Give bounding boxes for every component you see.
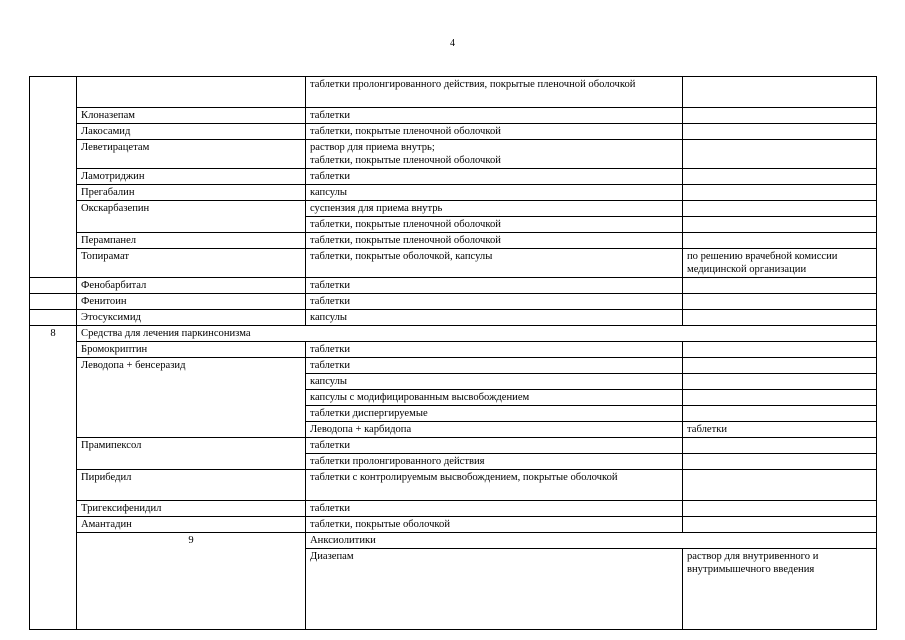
note-cell bbox=[683, 517, 877, 533]
dosage-form-cell: капсулы bbox=[306, 310, 683, 326]
dosage-form-line: таблетки, покрытые пленочной оболочкой bbox=[310, 155, 501, 166]
table-row bbox=[30, 342, 877, 358]
dosage-form-cell: таблетки bbox=[306, 278, 683, 294]
drug-name-cell: Этосуксимид bbox=[77, 310, 306, 326]
note-cell bbox=[683, 438, 877, 454]
dosage-form-cell: таблетки диспергируемые bbox=[306, 406, 683, 422]
table-row bbox=[30, 358, 877, 374]
note-cell bbox=[683, 140, 877, 169]
drug-name-cell: Перампанел bbox=[77, 233, 306, 249]
drug-name-cell: Фенитоин bbox=[77, 294, 306, 310]
table-row bbox=[30, 310, 877, 326]
note-cell bbox=[683, 310, 877, 326]
group-header-row bbox=[30, 326, 877, 342]
note-cell bbox=[683, 201, 877, 217]
dosage-form-cell: капсулы bbox=[306, 374, 683, 390]
note-cell bbox=[683, 406, 877, 422]
note-cell bbox=[683, 501, 877, 517]
note-cell bbox=[683, 278, 877, 294]
drug-table bbox=[29, 76, 877, 630]
dosage-form-cell: таблетки с контролируемым высвобождением, покрытые оболочкой bbox=[306, 470, 683, 501]
dosage-form-cell: капсулы с модифицированным высвобождением bbox=[306, 390, 683, 406]
drug-name-cell: Прамипексол bbox=[77, 438, 306, 470]
drug-name-cell: Леветирацетам bbox=[77, 140, 306, 169]
dosage-form-cell: таблетки, покрытые оболочкой, капсулы bbox=[306, 249, 683, 278]
table-row bbox=[30, 140, 877, 169]
note-cell bbox=[683, 358, 877, 374]
note-cell: по решению врачебной комиссии медицинской организации bbox=[683, 249, 877, 278]
dosage-form-cell: таблетки пролонгированного действия, покрытые пленочной оболочкой bbox=[306, 77, 683, 108]
note-cell bbox=[683, 233, 877, 249]
drug-name-cell bbox=[77, 77, 306, 108]
drug-name-cell: Диазепам bbox=[306, 549, 683, 630]
dosage-form-cell: таблетки bbox=[306, 501, 683, 517]
group-title-cell: Средства для лечения паркинсонизма bbox=[77, 326, 877, 342]
note-cell bbox=[683, 294, 877, 310]
dosage-form-cell: таблетки bbox=[683, 422, 877, 438]
drug-name-cell: Амантадин bbox=[77, 517, 306, 533]
drug-name-cell: Пирибедил bbox=[77, 470, 306, 501]
dosage-form-cell: таблетки bbox=[306, 294, 683, 310]
group-title-cell: Анксиолитики bbox=[306, 533, 877, 549]
table-row bbox=[30, 278, 877, 294]
table-row bbox=[30, 249, 877, 278]
note-cell bbox=[683, 217, 877, 233]
group-number-cell bbox=[30, 294, 77, 310]
drug-name-cell: Леводопа + бенсеразид bbox=[77, 358, 306, 438]
group-number-cell bbox=[30, 310, 77, 326]
drug-name-cell: Окскарбазепин bbox=[77, 201, 306, 233]
drug-name-cell: Лакосамид bbox=[77, 124, 306, 140]
group-number-cell: 8 bbox=[30, 326, 77, 630]
group-number-cell: 9 bbox=[77, 533, 306, 630]
table-row bbox=[30, 169, 877, 185]
table-row bbox=[30, 233, 877, 249]
dosage-form-cell: раствор для внутривенного и внутримышечного введения bbox=[683, 549, 877, 630]
dosage-form-cell: таблетки bbox=[306, 169, 683, 185]
table-row bbox=[30, 124, 877, 140]
table-row bbox=[30, 294, 877, 310]
dosage-form-cell: таблетки bbox=[306, 358, 683, 374]
page-number: 4 bbox=[450, 38, 455, 49]
note-cell bbox=[683, 454, 877, 470]
table-row bbox=[30, 201, 877, 217]
note-cell bbox=[683, 390, 877, 406]
dosage-form-cell: таблетки bbox=[306, 342, 683, 358]
note-cell bbox=[683, 108, 877, 124]
drug-name-cell: Ламотриджин bbox=[77, 169, 306, 185]
table-row bbox=[30, 517, 877, 533]
dosage-form-cell: суспензия для приема внутрь bbox=[306, 201, 683, 217]
dosage-form-cell: таблетки, покрытые пленочной оболочкой bbox=[306, 217, 683, 233]
note-cell bbox=[683, 185, 877, 201]
table-row bbox=[30, 108, 877, 124]
dosage-form-cell: таблетки bbox=[306, 108, 683, 124]
table-row bbox=[30, 470, 877, 501]
drug-name-cell: Прегабалин bbox=[77, 185, 306, 201]
drug-name-cell: Клоназепам bbox=[77, 108, 306, 124]
drug-name-cell: Топирамат bbox=[77, 249, 306, 278]
drug-name-cell: Фенобарбитал bbox=[77, 278, 306, 294]
dosage-form-cell: таблетки пролонгированного действия bbox=[306, 454, 683, 470]
dosage-form-cell: таблетки, покрытые пленочной оболочкой bbox=[306, 233, 683, 249]
note-cell bbox=[683, 77, 877, 108]
dosage-form-cell: таблетки, покрытые пленочной оболочкой bbox=[306, 124, 683, 140]
note-cell bbox=[683, 470, 877, 501]
table-row bbox=[30, 438, 877, 454]
drug-name-cell: Тригексифенидил bbox=[77, 501, 306, 517]
dosage-form-cell: таблетки, покрытые оболочкой bbox=[306, 517, 683, 533]
note-cell bbox=[683, 124, 877, 140]
drug-name-cell: Бромокриптин bbox=[77, 342, 306, 358]
group-header-row bbox=[30, 533, 877, 549]
note-cell bbox=[683, 169, 877, 185]
dosage-form-cell bbox=[306, 140, 683, 169]
group-number-cell bbox=[30, 278, 77, 294]
table-row bbox=[30, 77, 877, 108]
dosage-form-cell: таблетки bbox=[306, 438, 683, 454]
note-cell bbox=[683, 342, 877, 358]
dosage-form-line: раствор для приема внутрь; bbox=[310, 142, 435, 153]
dosage-form-cell: капсулы bbox=[306, 185, 683, 201]
note-cell bbox=[683, 374, 877, 390]
drug-name-cell: Леводопа + карбидопа bbox=[306, 422, 683, 438]
table-row bbox=[30, 185, 877, 201]
table-row bbox=[30, 501, 877, 517]
group-number-cell bbox=[30, 77, 77, 278]
